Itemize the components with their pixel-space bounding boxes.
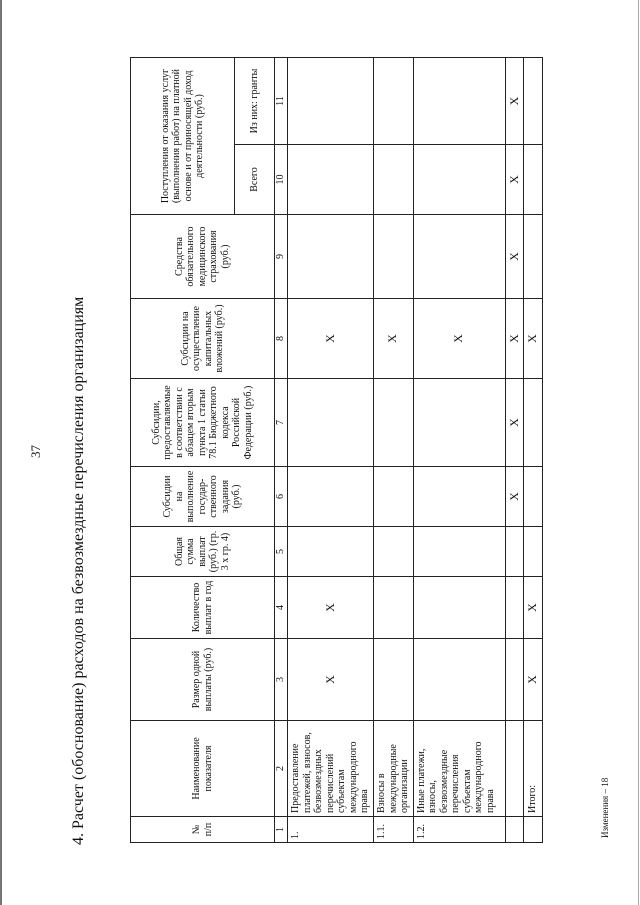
page-footer: Изменения – 18 — [600, 777, 610, 838]
expense-table-rotated — [130, 58, 540, 843]
scan-edge-left — [0, 0, 2, 905]
header-paid-total: Всего — [235, 145, 275, 215]
header-oms-funds: Средства обязательного медицинского страхования (руб.) — [131, 215, 275, 299]
cross-mark: X — [505, 215, 524, 299]
section-heading: 4. Расчет (обоснование) расходов на безвозмездные перечисления организациям — [70, 296, 87, 845]
cross-mark: X — [505, 57, 524, 144]
cross-mark: X — [288, 299, 374, 379]
header-paid-services: Поступления от оказания услуг (выполнения работ) на платной основе и от приносящей доход деятельности (руб.) — [131, 57, 235, 214]
header-state-task-subsidy: Субсидии на выполнение государ-ственного задания (руб.) — [131, 467, 275, 527]
cross-mark: X — [505, 145, 524, 215]
cross-mark: X — [374, 299, 414, 379]
row-number: 1.1. — [374, 817, 414, 843]
table-row — [288, 57, 374, 842]
total-label: Итого: — [524, 721, 543, 817]
column-number: 4 — [275, 577, 288, 639]
cross-mark: X — [505, 299, 524, 379]
cross-mark: X — [413, 299, 505, 379]
column-number: 11 — [275, 57, 288, 144]
header-capital-subsidy: Субсидии на осуществление капитальных вложений (руб.) — [131, 299, 275, 379]
column-number: 1 — [275, 817, 288, 843]
table-row — [374, 57, 414, 842]
cross-mark: X — [524, 577, 543, 639]
row-name: Предоставление платежей, взносов, безвозмездных перечислений субъектам международного права — [288, 721, 374, 817]
column-number: 9 — [275, 215, 288, 299]
header-paid-grants: Из них: гранты — [235, 57, 275, 144]
total-row — [524, 57, 543, 842]
cross-mark: X — [288, 639, 374, 721]
header-payment-count: Количество выплат в год — [131, 577, 275, 639]
row-number: 1. — [288, 817, 374, 843]
column-number: 5 — [275, 527, 288, 577]
cross-mark: X — [505, 379, 524, 467]
cross-mark: X — [505, 467, 524, 527]
column-number: 7 — [275, 379, 288, 467]
row-number — [505, 817, 524, 843]
row-number — [524, 817, 543, 843]
header-payment-size: Размер одной выплаты (руб.) — [131, 639, 275, 721]
table-row — [413, 57, 505, 842]
column-number: 10 — [275, 145, 288, 215]
column-number: 3 — [275, 639, 288, 721]
page-number: 37 — [28, 445, 43, 458]
row-name: Иные платежи, взносы, безвозмездные перечисления субъектам международного права — [413, 721, 505, 817]
table-row — [505, 57, 524, 842]
column-number: 8 — [275, 299, 288, 379]
row-name: Взносы в международные организации — [374, 721, 414, 817]
row-name — [505, 721, 524, 817]
cross-mark: X — [524, 639, 543, 721]
expense-table — [130, 57, 543, 843]
header-total-sum: Общая сумма выплат (руб.) (гр. 3 х гр. 4) — [131, 527, 275, 577]
cross-mark: X — [524, 299, 543, 379]
column-number: 6 — [275, 467, 288, 527]
row-number: 1.2. — [413, 817, 505, 843]
scan-edge-right — [638, 0, 639, 905]
column-number: 2 — [275, 721, 288, 817]
header-indicator: Наименование показателя — [131, 721, 275, 817]
header-781-subsidy: Субсидии, предоставляемые в соответствии с абзацем вторым пункта 1 статьи 78.1 Бюджетного кодекса Российской Федерации (руб.) — [131, 379, 275, 467]
cross-mark: X — [288, 577, 374, 639]
header-number: № п/п — [131, 817, 275, 843]
